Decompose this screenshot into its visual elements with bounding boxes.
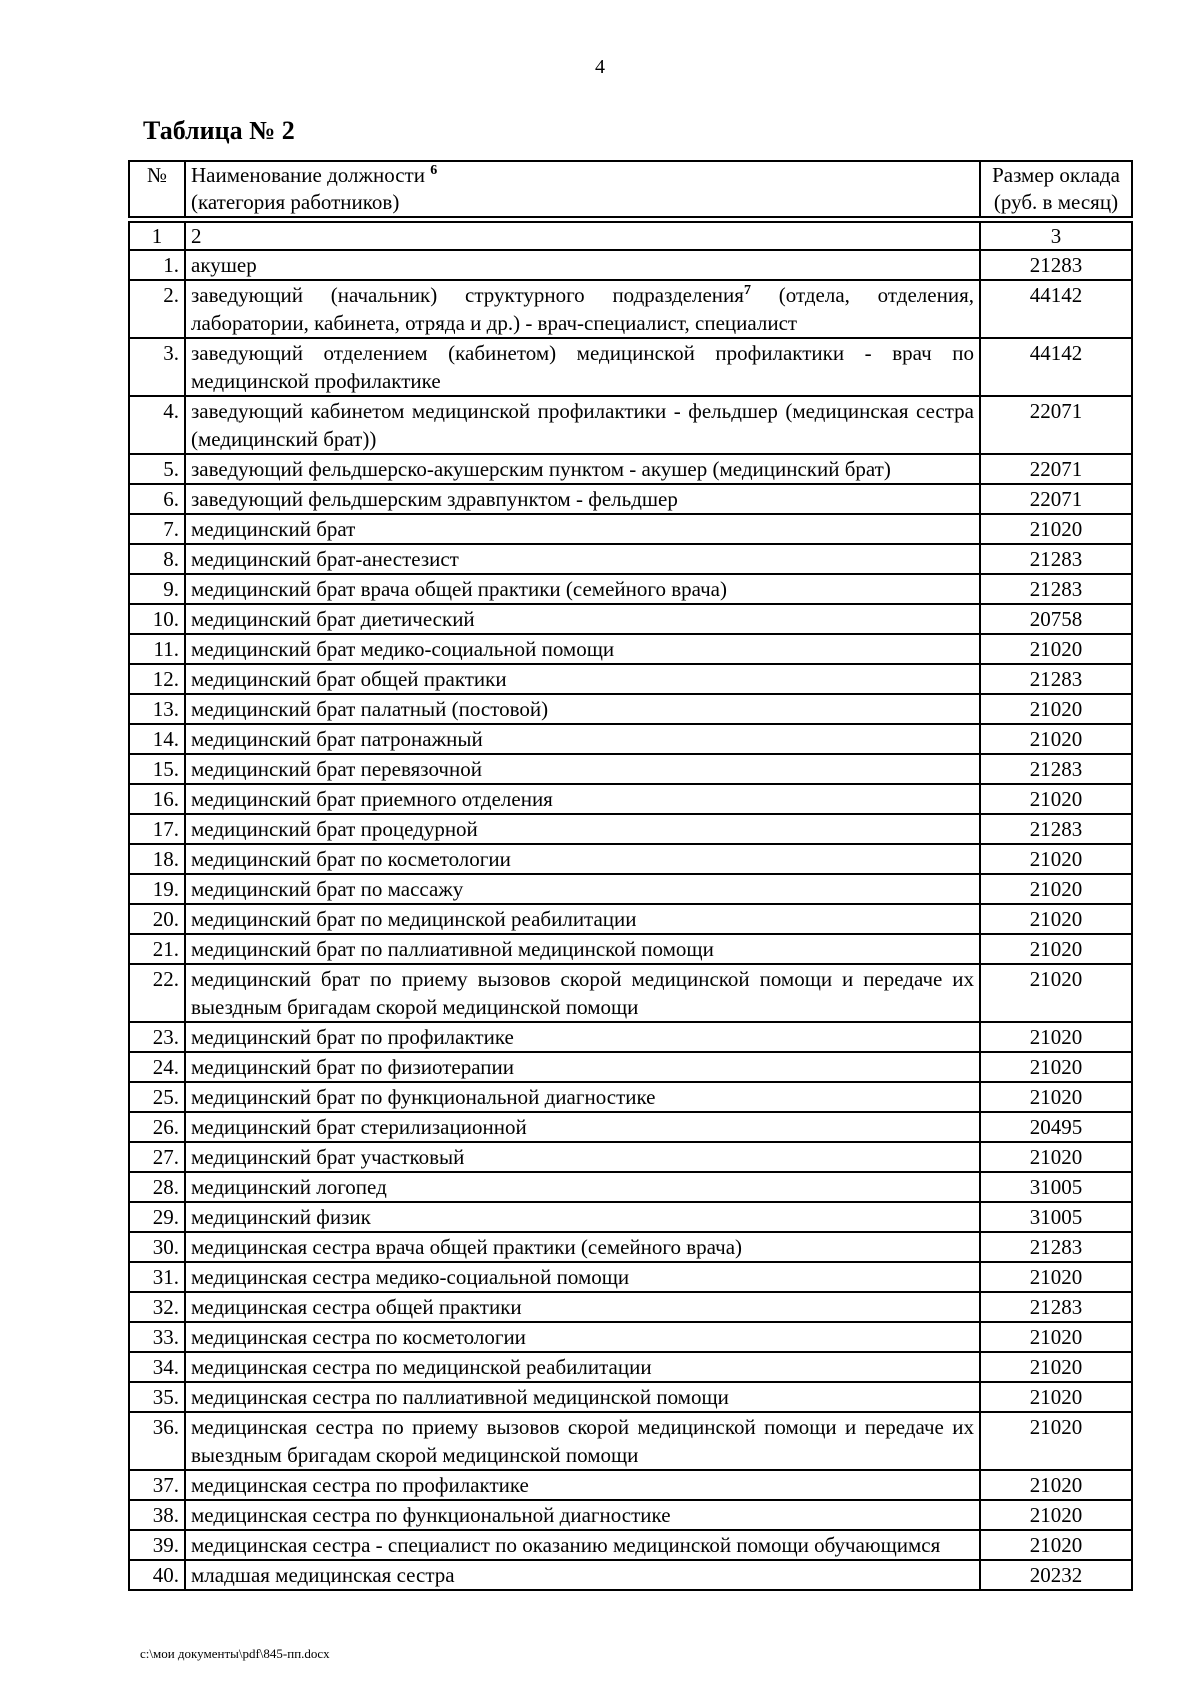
position-name: медицинская сестра по функциональной диагностике xyxy=(185,1500,980,1530)
table-row xyxy=(129,724,1132,754)
table-row xyxy=(129,454,1132,484)
table-row xyxy=(129,1142,1132,1172)
position-name: медицинский брат по паллиативной медицинской помощи xyxy=(185,934,980,964)
position-name: медицинский брат патронажный xyxy=(185,724,980,754)
header-salary-line1: Размер оклада xyxy=(992,163,1120,187)
position-name: медицинский брат-анестезист xyxy=(185,544,980,574)
table-row xyxy=(129,904,1132,934)
row-number: 2. xyxy=(129,280,185,338)
table-row xyxy=(129,1082,1132,1112)
position-name: медицинский брат по профилактике xyxy=(185,1022,980,1052)
header-name xyxy=(185,161,980,217)
salary-value: 21020 xyxy=(980,1500,1132,1530)
salary-value: 21020 xyxy=(980,904,1132,934)
header-row xyxy=(129,161,1132,217)
salary-value: 21020 xyxy=(980,1022,1132,1052)
salary-value: 44142 xyxy=(980,280,1132,338)
table-row xyxy=(129,1352,1132,1382)
position-name: медицинский логопед xyxy=(185,1172,980,1202)
row-number: 15. xyxy=(129,754,185,784)
position-name: медицинский брат по косметологии xyxy=(185,844,980,874)
row-number: 29. xyxy=(129,1202,185,1232)
position-name: медицинский физик xyxy=(185,1202,980,1232)
salary-value: 21020 xyxy=(980,1052,1132,1082)
row-number: 11. xyxy=(129,634,185,664)
table-row xyxy=(129,814,1132,844)
row-number: 10. xyxy=(129,604,185,634)
salary-value: 44142 xyxy=(980,338,1132,396)
table-row xyxy=(129,396,1132,454)
position-name: медицинский брат по медицинской реабилитации xyxy=(185,904,980,934)
position-name: медицинская сестра по косметологии xyxy=(185,1322,980,1352)
header-name-line2: (категория работников) xyxy=(191,190,400,214)
table-row xyxy=(129,694,1132,724)
table-row xyxy=(129,1500,1132,1530)
table-row xyxy=(129,1322,1132,1352)
table-row xyxy=(129,1412,1132,1470)
row-number: 26. xyxy=(129,1112,185,1142)
table-row xyxy=(129,1560,1132,1590)
header-salary xyxy=(980,161,1132,217)
salary-value: 21020 xyxy=(980,1470,1132,1500)
salary-value: 21020 xyxy=(980,1082,1132,1112)
salary-value: 22071 xyxy=(980,484,1132,514)
table-row xyxy=(129,574,1132,604)
position-name: медицинская сестра врача общей практики (семейного врача) xyxy=(185,1232,980,1262)
position-name: медицинский брат общей практики xyxy=(185,664,980,694)
salary-value: 21020 xyxy=(980,1412,1132,1470)
row-number: 27. xyxy=(129,1142,185,1172)
header-name-line1: Наименование должности xyxy=(191,163,425,187)
position-name: медицинский брат по массажу xyxy=(185,874,980,904)
table-row xyxy=(129,1022,1132,1052)
table-row xyxy=(129,250,1132,280)
row-number: 4. xyxy=(129,396,185,454)
position-name: медицинский брат перевязочной xyxy=(185,754,980,784)
position-name: заведующий кабинетом медицинской профилактики - фельдшер (медицинская сестра (медицинский брат)) xyxy=(185,396,980,454)
column-index-row xyxy=(129,222,1132,250)
salary-value: 21020 xyxy=(980,634,1132,664)
row-number: 1. xyxy=(129,250,185,280)
table-row xyxy=(129,844,1132,874)
row-number: 6. xyxy=(129,484,185,514)
position-name: медицинский брат процедурной xyxy=(185,814,980,844)
position-name: медицинская сестра общей практики xyxy=(185,1292,980,1322)
position-name xyxy=(185,280,980,338)
header-name-footnote: 6 xyxy=(430,163,438,178)
row-number: 31. xyxy=(129,1262,185,1292)
position-name-text: заведующий (начальник) структурного подразделения xyxy=(191,283,744,307)
salary-value: 21020 xyxy=(980,1322,1132,1352)
row-number: 21. xyxy=(129,934,185,964)
salary-value: 21283 xyxy=(980,1292,1132,1322)
position-name: медицинский брат стерилизационной xyxy=(185,1112,980,1142)
table-row xyxy=(129,784,1132,814)
position-name: медицинская сестра - специалист по оказанию медицинской помощи обучающимся xyxy=(185,1530,980,1560)
salary-value: 21020 xyxy=(980,784,1132,814)
row-number: 18. xyxy=(129,844,185,874)
position-name: заведующий фельдшерским здравпунктом - фельдшер xyxy=(185,484,980,514)
row-number: 5. xyxy=(129,454,185,484)
row-number: 8. xyxy=(129,544,185,574)
position-name: медицинский брат участковый xyxy=(185,1142,980,1172)
salary-value: 20232 xyxy=(980,1560,1132,1590)
position-name-tail: (отдела, отделения, лаборатории, кабинета, отряда и др.) - врач-специалист, специалист xyxy=(191,283,974,335)
position-name: медицинский брат диетический xyxy=(185,604,980,634)
salary-value: 21020 xyxy=(980,1142,1132,1172)
row-number: 7. xyxy=(129,514,185,544)
row-number: 33. xyxy=(129,1322,185,1352)
table-row xyxy=(129,1112,1132,1142)
header-salary-line2: (руб. в месяц) xyxy=(993,190,1119,214)
row-number: 12. xyxy=(129,664,185,694)
row-number: 28. xyxy=(129,1172,185,1202)
position-name: медицинский брат приемного отделения xyxy=(185,784,980,814)
position-name: медицинский брат медико-социальной помощи xyxy=(185,634,980,664)
position-name: медицинский брат по физиотерапии xyxy=(185,1052,980,1082)
row-number: 36. xyxy=(129,1412,185,1470)
position-name: медицинская сестра медико-социальной помощи xyxy=(185,1262,980,1292)
table-row xyxy=(129,1262,1132,1292)
salary-value: 21283 xyxy=(980,814,1132,844)
salary-value: 21020 xyxy=(980,964,1132,1022)
table-row xyxy=(129,874,1132,904)
row-number: 40. xyxy=(129,1560,185,1590)
table-row xyxy=(129,514,1132,544)
position-name: медицинский брат по приему вызовов скорой медицинской помощи и передаче их выездным бригадам скорой медицинской помощи xyxy=(185,964,980,1022)
table-row xyxy=(129,664,1132,694)
row-number: 24. xyxy=(129,1052,185,1082)
salary-value: 21020 xyxy=(980,694,1132,724)
row-number: 30. xyxy=(129,1232,185,1262)
salary-value: 21020 xyxy=(980,1382,1132,1412)
column-index-3: 3 xyxy=(980,222,1132,250)
salary-value: 21283 xyxy=(980,664,1132,694)
table-row xyxy=(129,604,1132,634)
salary-value: 21283 xyxy=(980,1232,1132,1262)
table-row xyxy=(129,280,1132,338)
table-row xyxy=(129,964,1132,1022)
position-name: медицинская сестра по профилактике xyxy=(185,1470,980,1500)
row-number: 9. xyxy=(129,574,185,604)
salary-value: 21020 xyxy=(980,1262,1132,1292)
salary-value: 20495 xyxy=(980,1112,1132,1142)
row-number: 16. xyxy=(129,784,185,814)
position-name: медицинская сестра по приему вызовов скорой медицинской помощи и передаче их выездным бригадам скорой медицинской помощи xyxy=(185,1412,980,1470)
table-row xyxy=(129,1470,1132,1500)
salary-value: 21020 xyxy=(980,724,1132,754)
salary-value: 21020 xyxy=(980,874,1132,904)
position-name: заведующий отделением (кабинетом) медицинской профилактики - врач по медицинской профилактике xyxy=(185,338,980,396)
salary-value: 21283 xyxy=(980,754,1132,784)
table-row xyxy=(129,544,1132,574)
salary-value: 21283 xyxy=(980,544,1132,574)
salary-value: 20758 xyxy=(980,604,1132,634)
salary-value: 31005 xyxy=(980,1202,1132,1232)
salary-table xyxy=(128,221,1133,1591)
column-index-1: 1 xyxy=(129,222,185,250)
row-number: 25. xyxy=(129,1082,185,1112)
row-number: 14. xyxy=(129,724,185,754)
column-index-2: 2 xyxy=(185,222,980,250)
salary-value: 21020 xyxy=(980,1530,1132,1560)
table-row xyxy=(129,1202,1132,1232)
table-row xyxy=(129,754,1132,784)
row-number: 3. xyxy=(129,338,185,396)
row-number: 39. xyxy=(129,1530,185,1560)
position-name: заведующий фельдшерско-акушерским пунктом - акушер (медицинский брат) xyxy=(185,454,980,484)
row-number: 19. xyxy=(129,874,185,904)
table-row xyxy=(129,1232,1132,1262)
row-number: 17. xyxy=(129,814,185,844)
salary-value: 21020 xyxy=(980,934,1132,964)
salary-value: 21020 xyxy=(980,514,1132,544)
table-row xyxy=(129,484,1132,514)
table-row xyxy=(129,1172,1132,1202)
position-name: младшая медицинская сестра xyxy=(185,1560,980,1590)
row-number: 37. xyxy=(129,1470,185,1500)
page-number: 4 xyxy=(595,56,605,78)
table-row xyxy=(129,1382,1132,1412)
position-name: медицинский брат по функциональной диагностике xyxy=(185,1082,980,1112)
position-name: медицинская сестра по медицинской реабилитации xyxy=(185,1352,980,1382)
table-row xyxy=(129,1530,1132,1560)
salary-value: 21020 xyxy=(980,1352,1132,1382)
table-title: Таблица № 2 xyxy=(143,116,295,145)
row-number: 32. xyxy=(129,1292,185,1322)
row-number: 34. xyxy=(129,1352,185,1382)
row-number: 35. xyxy=(129,1382,185,1412)
position-name: медицинский брат врача общей практики (семейного врача) xyxy=(185,574,980,604)
row-number: 22. xyxy=(129,964,185,1022)
table-row xyxy=(129,934,1132,964)
table-row xyxy=(129,1052,1132,1082)
table-row xyxy=(129,338,1132,396)
row-number: 38. xyxy=(129,1500,185,1530)
footnote-marker: 7 xyxy=(743,283,751,298)
position-name: медицинская сестра по паллиативной медицинской помощи xyxy=(185,1382,980,1412)
row-number: 20. xyxy=(129,904,185,934)
row-number: 23. xyxy=(129,1022,185,1052)
table-row xyxy=(129,1292,1132,1322)
table-row xyxy=(129,634,1132,664)
salary-value: 22071 xyxy=(980,454,1132,484)
salary-value: 21283 xyxy=(980,250,1132,280)
row-number: 13. xyxy=(129,694,185,724)
position-name: медицинский брат xyxy=(185,514,980,544)
position-name: медицинский брат палатный (постовой) xyxy=(185,694,980,724)
footer-file-path: c:\мои документы\pdf\845-пп.docx xyxy=(140,1646,330,1661)
salary-value: 31005 xyxy=(980,1172,1132,1202)
header-num: № xyxy=(129,161,185,217)
table-header xyxy=(128,160,1133,218)
salary-value: 21283 xyxy=(980,574,1132,604)
salary-value: 22071 xyxy=(980,396,1132,454)
salary-value: 21020 xyxy=(980,844,1132,874)
position-name: акушер xyxy=(185,250,980,280)
